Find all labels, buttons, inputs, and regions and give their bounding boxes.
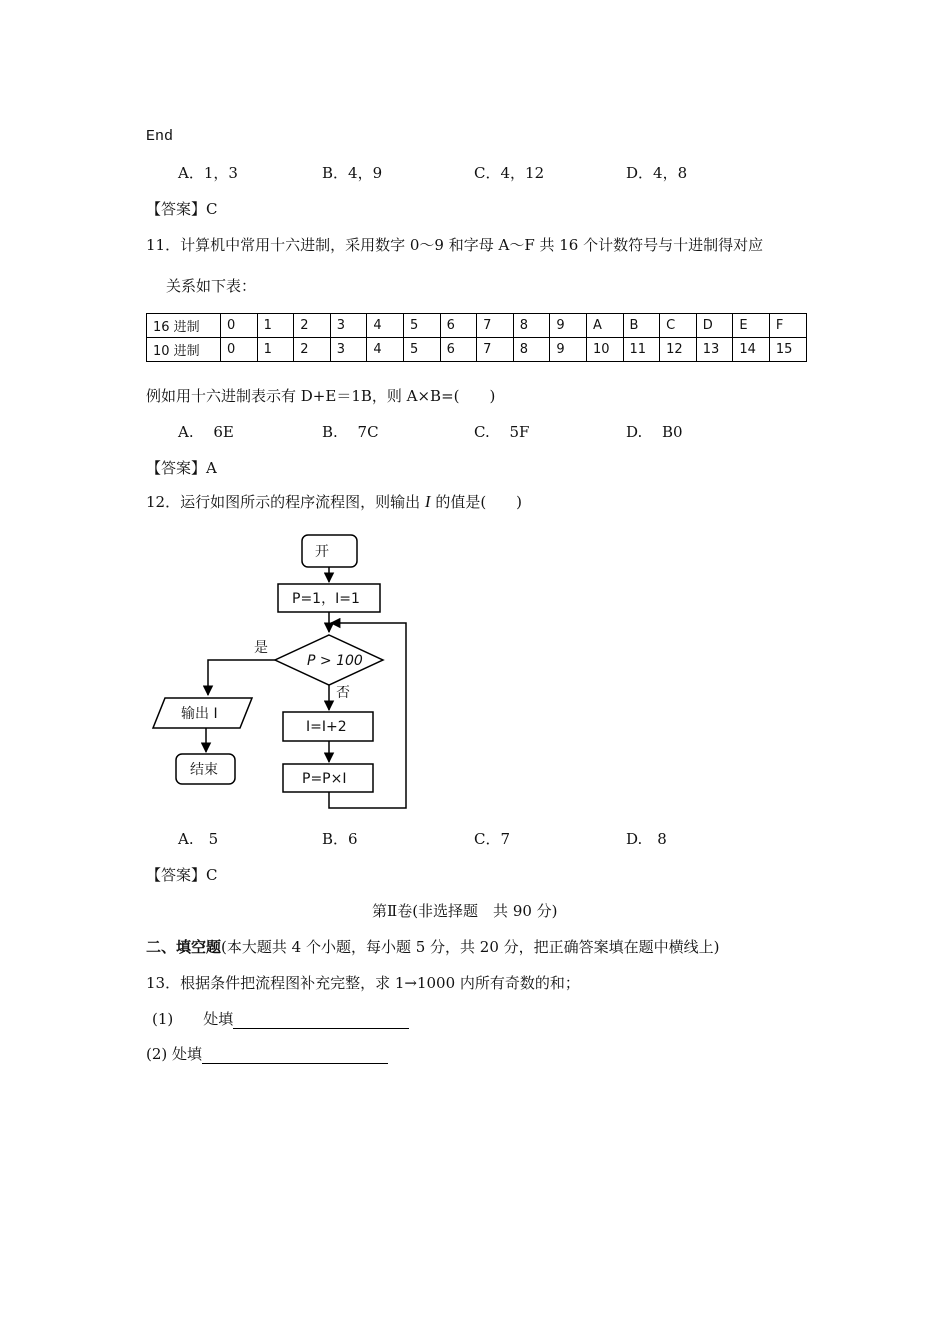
flow-start-label: 开 (315, 544, 329, 560)
table-cell: 11 (623, 338, 660, 362)
code-end-line: End (146, 128, 174, 145)
table-cell: 10 (586, 338, 623, 362)
q12-answer: 【答案】C (146, 866, 218, 884)
table-cell: 8 (513, 338, 550, 362)
table-cell: 7 (477, 338, 514, 362)
table-cell: 4 (367, 314, 404, 338)
table-cell: C (660, 314, 697, 338)
q11-example: 例如用十六进制表示有 D+E＝1B，则 A×B=( ) (146, 387, 496, 405)
table-cell: 5 (403, 314, 440, 338)
q11-answer: 【答案】A (146, 459, 217, 477)
flow-yes-label: 是 (254, 640, 268, 656)
table-cell: 3 (330, 314, 367, 338)
flow-output-label: 输出 I (181, 706, 218, 722)
row-label-hex: 16 进制 (147, 314, 221, 338)
table-cell: 6 (440, 338, 477, 362)
table-cell: B (623, 314, 660, 338)
q13-blank2-line[interactable] (202, 1047, 388, 1064)
table-cell: 8 (513, 314, 550, 338)
q13-blank2 (146, 1044, 388, 1064)
flow-no-label: 否 (336, 685, 350, 701)
q11-option-c: C. 5F (474, 423, 530, 441)
table-cell: E (733, 314, 770, 338)
table-cell: 0 (221, 338, 258, 362)
table-cell: F (769, 314, 806, 338)
q10-option-d: D．4，8 (626, 164, 688, 182)
table-cell: 2 (294, 338, 331, 362)
q10-option-a: A．1，3 (178, 164, 238, 182)
table-cell: 6 (440, 314, 477, 338)
flow-init-label: P=1，I=1 (292, 591, 360, 607)
q11-option-b: B. 7C (322, 423, 379, 441)
flow-cond-label: P > 100 (307, 653, 363, 669)
table-cell: 15 (769, 338, 806, 362)
table-cell: 3 (330, 338, 367, 362)
table-cell: A (586, 314, 623, 338)
q13-blank1 (152, 1009, 409, 1029)
q12-option-b: B．6 (322, 830, 358, 848)
table-cell: 7 (477, 314, 514, 338)
section-heading-rest: (本大题共 4 个小题，每小题 5 分，共 20 分，把正确答案填在题中横线上) (221, 938, 720, 956)
table-cell: 2 (294, 314, 331, 338)
table-cell: 0 (221, 314, 258, 338)
table-cell: 4 (367, 338, 404, 362)
flow-step2-label: P=P×I (302, 771, 347, 787)
table-cell: 9 (550, 338, 587, 362)
q11-option-a: A. 6E (178, 423, 234, 441)
q12-option-c: C．7 (474, 830, 511, 848)
q11-stem-line2: 关系如下表： (166, 277, 257, 295)
q12-stem-var: I (424, 492, 431, 511)
section-heading-bold: 二、填空题 (146, 938, 222, 956)
table-cell: 1 (257, 314, 294, 338)
q10-answer: 【答案】C (146, 200, 218, 218)
q12-stem-pre: 12．运行如图所示的程序流程图，则输出 (146, 493, 421, 511)
table-cell: D (696, 314, 733, 338)
q13-blank1-label: (1) 处填 (152, 1010, 234, 1028)
table-cell: 12 (660, 338, 697, 362)
q13-blank2-label: (2) 处填 (146, 1045, 203, 1063)
table-cell: 5 (403, 338, 440, 362)
flow-step1-label: I=I+2 (306, 719, 347, 735)
q12-option-d: D. 8 (626, 830, 667, 848)
table-cell: 13 (696, 338, 733, 362)
q11-stem-line1: 11．计算机中常用十六进制，采用数字 0～9 和字母 A～F 共 16 个计数符号与十进制得对应 (146, 236, 764, 254)
q12-stem-post: 的值是( ) (435, 493, 523, 511)
section-heading (146, 937, 720, 957)
part2-title: 第Ⅱ卷(非选择题 共 90 分) (372, 902, 558, 920)
flow-start-box (302, 535, 357, 567)
table-cell: 1 (257, 338, 294, 362)
flow-end-label: 结束 (190, 762, 218, 778)
q10-option-c: C．4，12 (474, 164, 545, 182)
q13-stem: 13．根据条件把流程图补充完整，求 1→1000 内所有奇数的和； (146, 974, 580, 992)
q11-option-d: D. B0 (626, 423, 683, 441)
q10-option-b: B．4，9 (322, 164, 383, 182)
q13-blank1-line[interactable] (233, 1012, 409, 1029)
row-label-decimal: 10 进制 (147, 338, 221, 362)
table-cell: 14 (733, 338, 770, 362)
table-cell: 9 (550, 314, 587, 338)
q12-option-a: A. 5 (178, 830, 219, 848)
